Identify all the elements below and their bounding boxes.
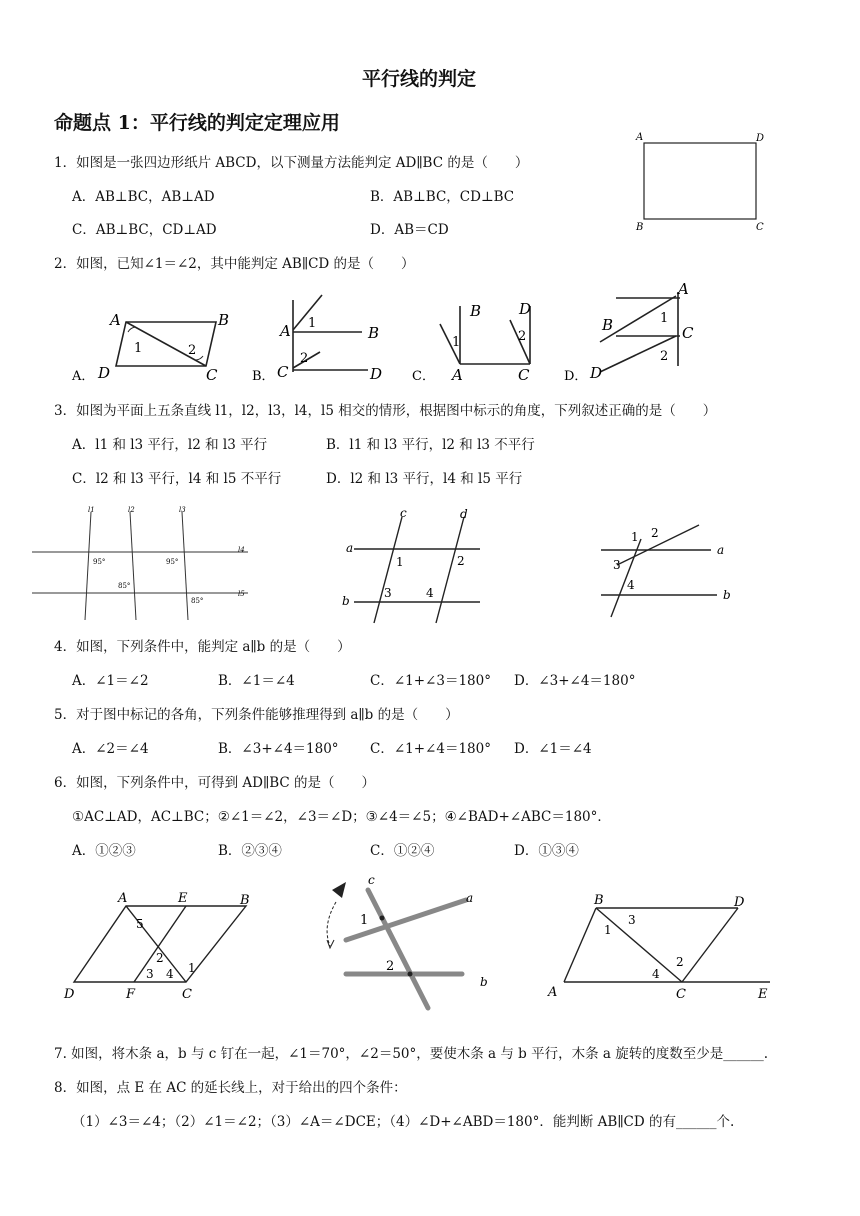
- svg-text:C: C: [206, 366, 218, 384]
- q8-stem: 8．如图，点 E 在 AC 的延长线上，对于给出的四个条件：: [54, 1080, 407, 1096]
- svg-text:l4: l4: [238, 546, 245, 554]
- svg-text:a: a: [717, 543, 725, 557]
- q2-option-c: C．: [412, 369, 435, 384]
- svg-text:l2: l2: [128, 506, 135, 514]
- svg-text:A: A: [548, 985, 558, 1000]
- q4-option-b[interactable]: B．∠1＝∠4: [218, 673, 295, 689]
- svg-text:3: 3: [146, 967, 154, 981]
- svg-text:F: F: [126, 987, 136, 1002]
- svg-text:C: C: [277, 363, 289, 381]
- svg-text:1: 1: [134, 341, 143, 356]
- svg-text:D: D: [98, 364, 111, 382]
- svg-text:c: c: [368, 873, 375, 887]
- q5-stem: 5．对于图中标记的各角，下列条件能够推理得到 a∥b 的是（ ）: [54, 707, 459, 723]
- svg-text:1: 1: [396, 555, 404, 569]
- svg-text:1: 1: [308, 316, 317, 331]
- page-title: 平行线的判定: [362, 68, 477, 90]
- svg-text:A: A: [280, 322, 291, 340]
- svg-text:l1: l1: [88, 506, 95, 514]
- q1-rectangle-figure: [630, 128, 770, 238]
- svg-text:B: B: [594, 893, 604, 908]
- svg-text:B: B: [218, 311, 230, 329]
- svg-text:4: 4: [166, 967, 174, 981]
- svg-text:D: D: [519, 300, 532, 318]
- q7-wooden-strips-figure: [310, 868, 510, 1018]
- q5-option-d[interactable]: D．∠1＝∠4: [514, 741, 592, 757]
- q5-figure: [595, 515, 755, 625]
- svg-text:95°: 95°: [166, 558, 179, 566]
- svg-text:1: 1: [452, 335, 461, 350]
- svg-text:b: b: [723, 588, 731, 602]
- svg-text:A: A: [678, 280, 689, 298]
- svg-text:b: b: [342, 594, 350, 608]
- svg-text:C: C: [518, 366, 530, 384]
- svg-text:85°: 85°: [191, 597, 204, 605]
- q7-stem: 7. 如图，将木条 a，b 与 c 钉在一起，∠1＝70°，∠2＝50°，要使木条 a 与 b 平行，木条 a 旋转的度数至少是______.: [54, 1046, 769, 1062]
- q2-option-a: A．: [72, 369, 95, 384]
- q4-stem: 4．如图，下列条件中，能判定 a∥b 的是（ ）: [54, 639, 351, 655]
- q6-parallelogram-figure: [60, 888, 260, 1008]
- svg-text:4: 4: [426, 586, 434, 600]
- q4-figure: [330, 505, 500, 625]
- svg-text:E: E: [178, 891, 188, 906]
- q6-option-b[interactable]: B．②③④: [218, 843, 282, 859]
- q2-stem: 2．如图，已知∠1＝∠2，其中能判定 AB∥CD 的是（ ）: [54, 256, 415, 272]
- svg-text:a: a: [466, 891, 474, 905]
- q3-stem: 3．如图为平面上五条直线 l1，l2，l3，l4，l5 相交的情形，根据图中标示的角度，下列叙述正确的是（ ）: [54, 403, 717, 419]
- svg-text:1: 1: [631, 530, 639, 544]
- svg-text:D: D: [64, 987, 75, 1002]
- svg-text:B: B: [602, 316, 614, 334]
- svg-text:2: 2: [676, 955, 684, 969]
- q5-option-a[interactable]: A．∠2＝∠4: [72, 741, 149, 757]
- q2-option-b: B．: [252, 369, 275, 384]
- svg-text:2: 2: [300, 351, 309, 366]
- svg-text:3: 3: [628, 913, 636, 927]
- svg-text:A: A: [118, 891, 128, 906]
- svg-text:95°: 95°: [93, 558, 106, 566]
- q6-option-c[interactable]: C．①②④: [370, 843, 435, 859]
- q5-option-b[interactable]: B．∠3+∠4＝180°: [218, 741, 339, 757]
- svg-text:D: D: [590, 364, 603, 382]
- q2-figures: [0, 280, 860, 390]
- q1-option-b[interactable]: B．AB⊥BC，CD⊥BC: [370, 189, 515, 205]
- svg-text:l5: l5: [238, 590, 245, 598]
- label-D: D: [756, 133, 765, 144]
- svg-text:2: 2: [188, 343, 197, 358]
- svg-text:4: 4: [652, 967, 660, 981]
- svg-text:1: 1: [604, 923, 612, 937]
- svg-text:3: 3: [384, 586, 392, 600]
- svg-text:A: A: [452, 366, 463, 384]
- svg-text:C: C: [682, 324, 694, 342]
- svg-text:2: 2: [660, 349, 669, 364]
- q1-option-a[interactable]: A．AB⊥BC，AB⊥AD: [72, 189, 215, 205]
- q4-option-c[interactable]: C．∠1+∠3＝180°: [370, 673, 491, 689]
- q4-option-a[interactable]: A．∠1＝∠2: [72, 673, 149, 689]
- svg-text:B: B: [240, 893, 250, 908]
- label-A: A: [636, 132, 644, 143]
- svg-text:a: a: [346, 541, 354, 555]
- q8-parallelogram-figure: [540, 888, 780, 1008]
- svg-text:85°: 85°: [118, 582, 131, 590]
- svg-text:c: c: [400, 506, 407, 520]
- svg-text:2: 2: [518, 329, 527, 344]
- svg-text:C: C: [182, 987, 192, 1002]
- q5-option-c[interactable]: C．∠1+∠4＝180°: [370, 741, 491, 757]
- svg-text:5: 5: [136, 917, 144, 931]
- svg-text:A: A: [110, 311, 121, 329]
- q3-option-c[interactable]: C．l2 和 l3 平行，l4 和 l5 不平行: [72, 471, 282, 487]
- svg-text:E: E: [758, 987, 768, 1002]
- q1-stem: 1．如图是一张四边形纸片 ABCD，以下测量方法能判定 AD∥BC 的是（ ）: [54, 155, 529, 171]
- q6-option-a[interactable]: A．①②③: [72, 843, 136, 859]
- svg-text:2: 2: [651, 526, 659, 540]
- svg-text:1: 1: [660, 311, 669, 326]
- q6-option-d[interactable]: D．①③④: [514, 843, 579, 859]
- svg-text:D: D: [370, 365, 383, 383]
- q6-conditions: ①AC⊥AD，AC⊥BC；②∠1＝∠2，∠3＝∠D；③∠4＝∠5；④∠BAD+∠ABC＝180°．: [72, 809, 611, 825]
- q3-option-a[interactable]: A．l1 和 l3 平行，l2 和 l3 平行: [72, 437, 268, 453]
- svg-text:l3: l3: [179, 506, 186, 514]
- svg-text:D: D: [734, 895, 745, 910]
- q1-option-d[interactable]: D．AB＝CD: [370, 222, 449, 238]
- q4-option-d[interactable]: D．∠3+∠4＝180°: [514, 673, 636, 689]
- svg-text:2: 2: [386, 959, 395, 974]
- label-B: B: [636, 222, 644, 233]
- label-C: C: [756, 222, 764, 233]
- svg-text:2: 2: [457, 554, 465, 568]
- svg-text:3: 3: [613, 558, 621, 572]
- svg-text:4: 4: [627, 578, 635, 592]
- q1-option-c[interactable]: C．AB⊥BC，CD⊥AD: [72, 222, 217, 238]
- q8-conditions: （1）∠3＝∠4；（2）∠1＝∠2；（3）∠A＝∠DCE；（4）∠D+∠ABD＝180°．能判断 AB∥CD 的有______个.: [72, 1114, 735, 1130]
- svg-text:2: 2: [156, 951, 164, 965]
- q3-option-b[interactable]: B．l1 和 l3 平行，l2 和 l3 不平行: [326, 437, 535, 453]
- svg-text:1: 1: [188, 961, 196, 975]
- section-heading: 命题点 1：平行线的判定定理应用: [54, 112, 340, 134]
- svg-text:B: B: [470, 302, 482, 320]
- svg-text:d: d: [460, 507, 468, 521]
- svg-text:C: C: [676, 987, 686, 1002]
- svg-text:b: b: [480, 975, 488, 989]
- svg-text:B: B: [368, 324, 380, 342]
- q3-option-d[interactable]: D．l2 和 l3 平行，l4 和 l5 平行: [326, 471, 523, 487]
- q2-option-d: D．: [564, 369, 588, 384]
- svg-text:1: 1: [360, 913, 369, 928]
- q6-stem: 6．如图，下列条件中，可得到 AD∥BC 的是（ ）: [54, 775, 375, 791]
